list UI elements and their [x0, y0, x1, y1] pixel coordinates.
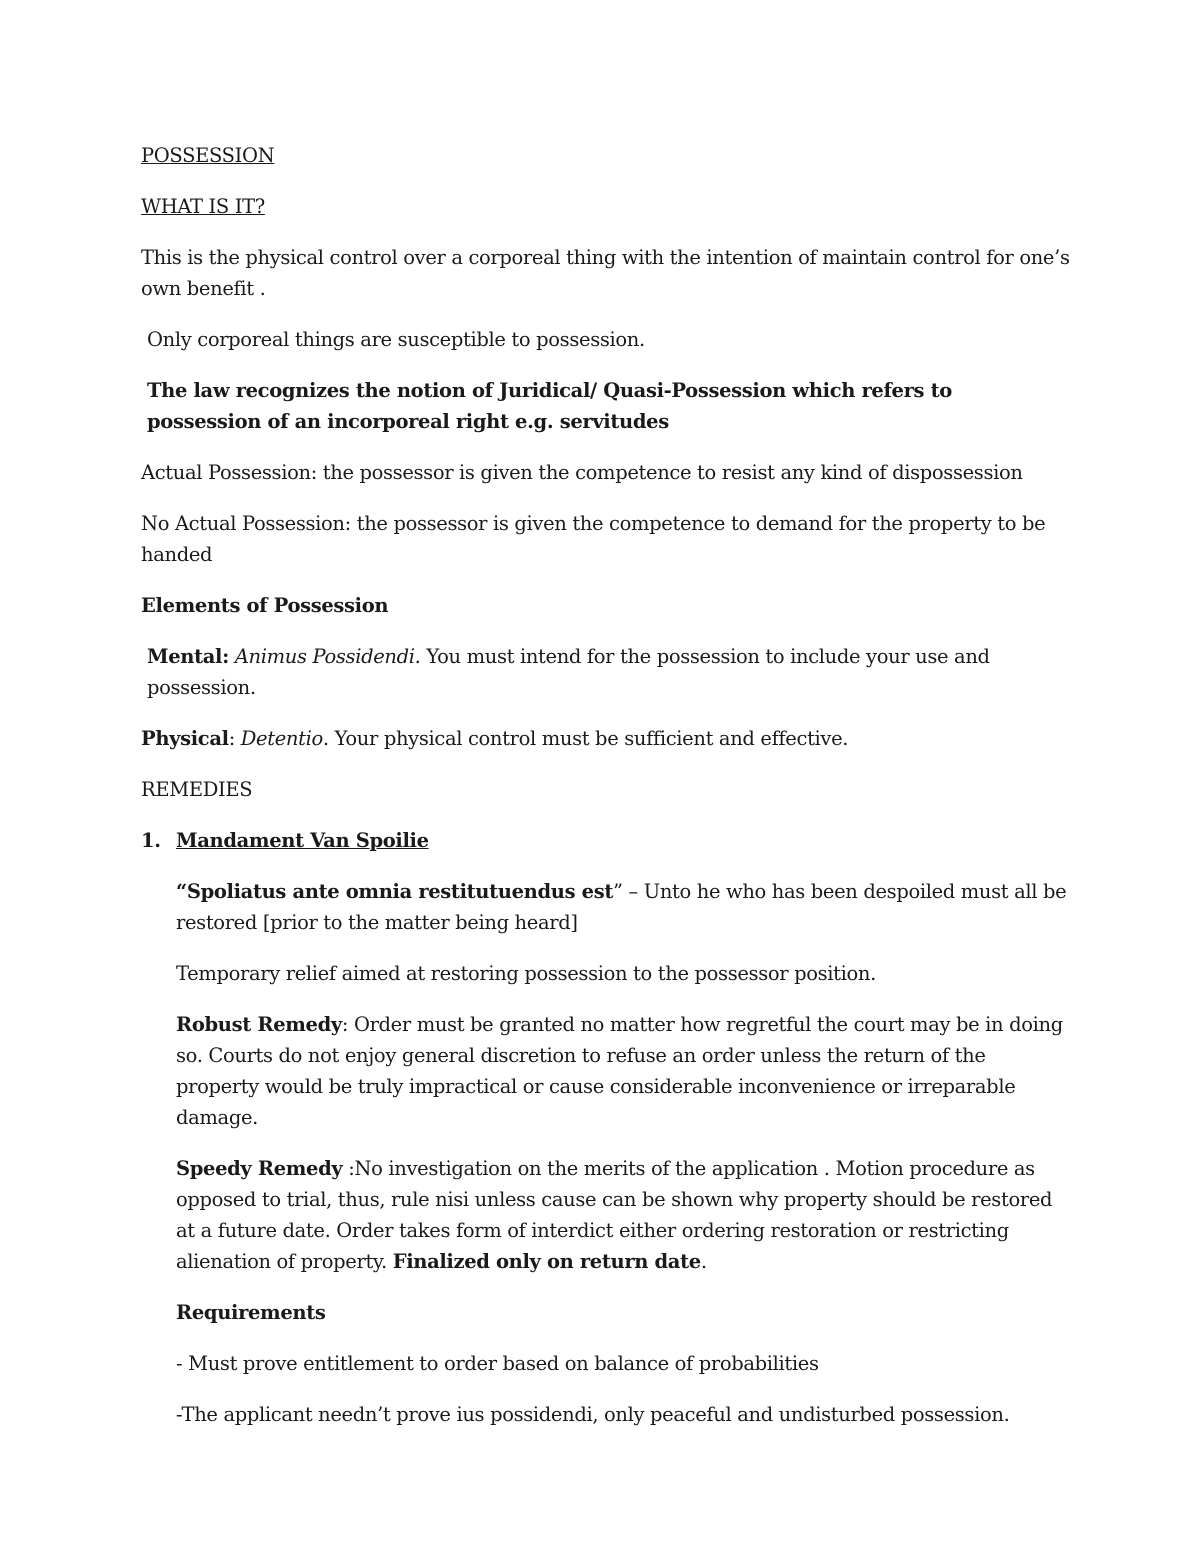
physical-latin: Detentio — [240, 727, 323, 750]
actual-possession-text: : the possessor is given the competence to resist any kind of dispossession — [310, 461, 1023, 484]
temporary-relief-paragraph: Temporary relief aimed at restoring possession to the possessor position. — [176, 962, 876, 985]
physical-colon: : — [228, 727, 241, 750]
no-actual-possession-paragraph — [141, 508, 1071, 570]
robust-remedy-paragraph — [176, 1009, 1071, 1133]
finalized-period: . — [700, 1250, 707, 1273]
no-actual-possession-label: No Actual Possession — [141, 512, 345, 535]
actual-possession-label: Actual Possession — [141, 461, 311, 484]
mental-latin: Animus Possidendi. — [234, 645, 421, 668]
speedy-remedy-label: Speedy Remedy — [176, 1157, 343, 1180]
finalized-note: Finalized only on return date — [392, 1250, 701, 1273]
definition-paragraph: This is the physical control over a corporeal thing with the intention of maintain control for one’s own benefit . — [141, 246, 1070, 300]
maxim-latin: Spoliatus ante omnia restitutuendus est — [186, 880, 614, 903]
mandament-heading: Mandament Van Spoilie — [176, 829, 429, 852]
document-page — [141, 140, 1071, 1450]
mental-label: Mental: — [147, 645, 229, 668]
physical-text: . Your physical control must be sufficient and effective. — [322, 727, 849, 750]
list-item — [141, 825, 1071, 856]
no-actual-possession-text: : the possessor is given the competence to demand for the property to be handed — [141, 512, 1046, 566]
robust-remedy-label: Robust Remedy — [176, 1013, 342, 1036]
remedies-list — [141, 825, 1071, 1430]
actual-possession-paragraph — [141, 457, 1071, 488]
maxim-open-quote: “ — [176, 880, 187, 903]
mental-element-paragraph — [147, 641, 1071, 703]
list-number: 1. — [141, 829, 161, 852]
requirement-item-1: - Must prove entitlement to order based on balance of probabilities — [176, 1352, 819, 1375]
physical-label: Physical — [141, 727, 229, 750]
speedy-remedy-paragraph — [176, 1153, 1071, 1277]
robust-remedy-text: : Order must be granted no matter how regretful the court may be in doing so. Courts do not enjoy general discretion to refuse an order unless the return of the property would be truly impractical or cause considerable inconvenience or irreparable damage. — [176, 1013, 1063, 1129]
requirements-heading: Requirements — [176, 1301, 326, 1324]
mental-text: You must intend for the possession to include your use and possession. — [147, 645, 990, 699]
elements-heading: Elements of Possession — [141, 594, 389, 617]
juridical-possession-note: The law recognizes the notion of Juridical/ Quasi-Possession which refers to possession of an incorporeal right e.g. servitudes — [147, 379, 952, 433]
physical-element-paragraph — [141, 723, 1071, 754]
document-title: POSSESSION — [141, 144, 275, 167]
requirement-item-2: -The applicant needn’t prove ius possidendi, only peaceful and undisturbed possession. — [176, 1403, 1010, 1426]
section-heading-what-is-it: WHAT IS IT? — [141, 195, 265, 218]
maxim-translation: ” – Unto he who has been despoiled must all be restored [prior to the matter being heard] — [176, 880, 1067, 934]
speedy-remedy-text: :No investigation on the merits of the application . Motion procedure as opposed to trial, thus, rule nisi unless cause can be shown why property should be restored at a future date. Order takes form of interdict either ordering restoration or restricting alienation of property. — [176, 1157, 1053, 1273]
corporeal-note: Only corporeal things are susceptible to possession. — [147, 328, 645, 351]
maxim-paragraph — [176, 876, 1071, 938]
remedies-heading: REMEDIES — [141, 778, 253, 801]
